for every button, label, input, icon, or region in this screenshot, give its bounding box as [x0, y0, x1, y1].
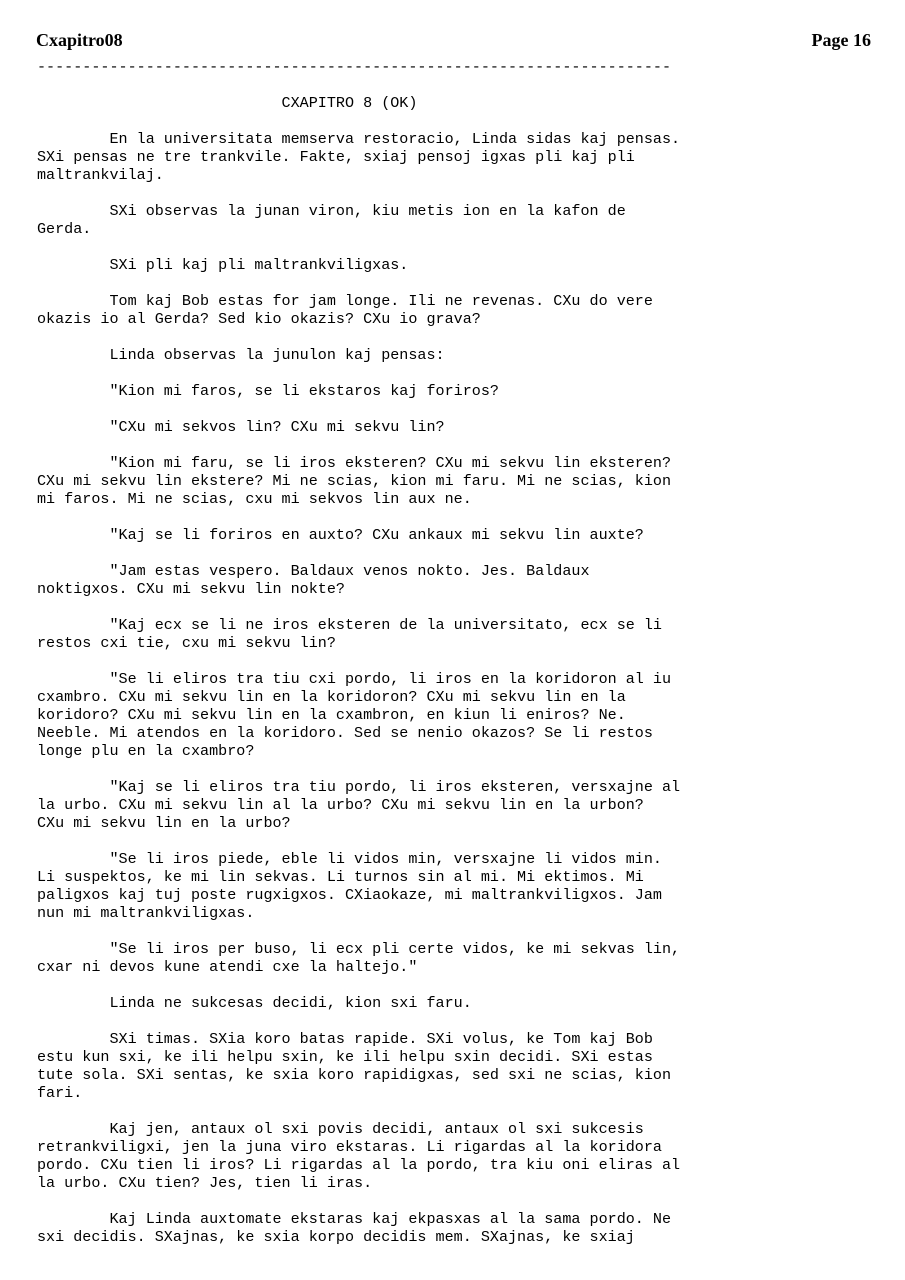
page-header [36, 30, 871, 54]
document-body: ---------------------------------------------------------------------- CXAPITRO 8 (OK) En la universitata memserva restoracio, Linda sidas kaj pensas. SXi pensas ne tre trankvile. Fakte, sxiaj pensoj igxas pli kaj pli maltrankvilaj. SXi observas la junan viron, kiu metis ion en la kafon de Gerda. SXi pli kaj pli maltrankviligxas. Tom kaj Bob estas for jam longe. Ili ne revenas. CXu do vere okazis io al Gerda? Sed kio okazis? CXu io grava? Linda observas la junulon kaj pensas: "Kion mi faros, se li ekstaros kaj foriros? "CXu mi sekvos lin? CXu mi sekvu lin? "Kion mi faru, se li iros eksteren? CXu mi sekvu lin eksteren? CXu mi sekvu lin ekstere? Mi ne scias, kion mi faru. Mi ne scias, kion mi faros. Mi ne scias, cxu mi sekvos lin aux ne. "Kaj se li foriros en auxto? CXu ankaux mi sekvu lin auxte? "Jam estas vespero. Baldaux venos nokto. Jes. Baldaux noktigxos. CXu mi sekvu lin nokte? "Kaj ecx se li ne iros eksteren de la universitato, ecx se li restos cxi tie, cxu mi sekvu lin? "Se li eliros tra tiu cxi pordo, li iros en la koridoron al iu cxambro. CXu mi sekvu lin en la koridoron? CXu mi sekvu lin en la koridoro? CXu mi sekvu lin en la cxambron, en kiun li eniros? Ne. Neeble. Mi atendos en la koridoro. Sed se nenio okazos? Se li restos longe plu en la cxambro? "Kaj se li eliros tra tiu pordo, li iros eksteren, versxajne al la urbo. CXu mi sekvu lin al la urbo? CXu mi sekvu lin en la urbon? CXu mi sekvu lin en la urbo? "Se li iros piede, eble li vidos min, versxajne li vidos min. Li suspektos, ke mi lin sekvas. Li turnos sin al mi. Mi ektimos. Mi paligxos kaj tuj poste rugxigxos. CXiaokaze, mi maltrankviligxos. Jam nun mi maltrankviligxas. "Se li iros per buso, li ecx pli certe vidos, ke mi sekvas lin, cxar ni devos kune atendi cxe la haltejo." Linda ne sukcesas decidi, kion sxi faru. SXi timas. SXia koro batas rapide. SXi volus, ke Tom kaj Bob estu kun sxi, ke ili helpu sxin, ke ili helpu sxin decidi. SXi estas tute sola. SXi sentas, ke sxia koro rapidigxas, sed sxi ne scias, kion fari. Kaj jen, antaux ol sxi povis decidi, antaux ol sxi sukcesis retrankviligxi, jen la juna viro ekstaras. Li rigardas al la koridora pordo. CXu tien li iros? Li rigardas al la pordo, tra kiu oni eliras al la urbo. CXu tien? Jes, tien li iras. Kaj Linda auxtomate ekstaras kaj ekpasxas al la sama pordo. Ne sxi decidis. SXajnas, ke sxia korpo decidis mem. SXajnas, ke sxiaj [37, 58, 681, 1246]
page-number: Page 16 [811, 30, 871, 50]
chapter-title: Cxapitro08 [36, 30, 123, 50]
